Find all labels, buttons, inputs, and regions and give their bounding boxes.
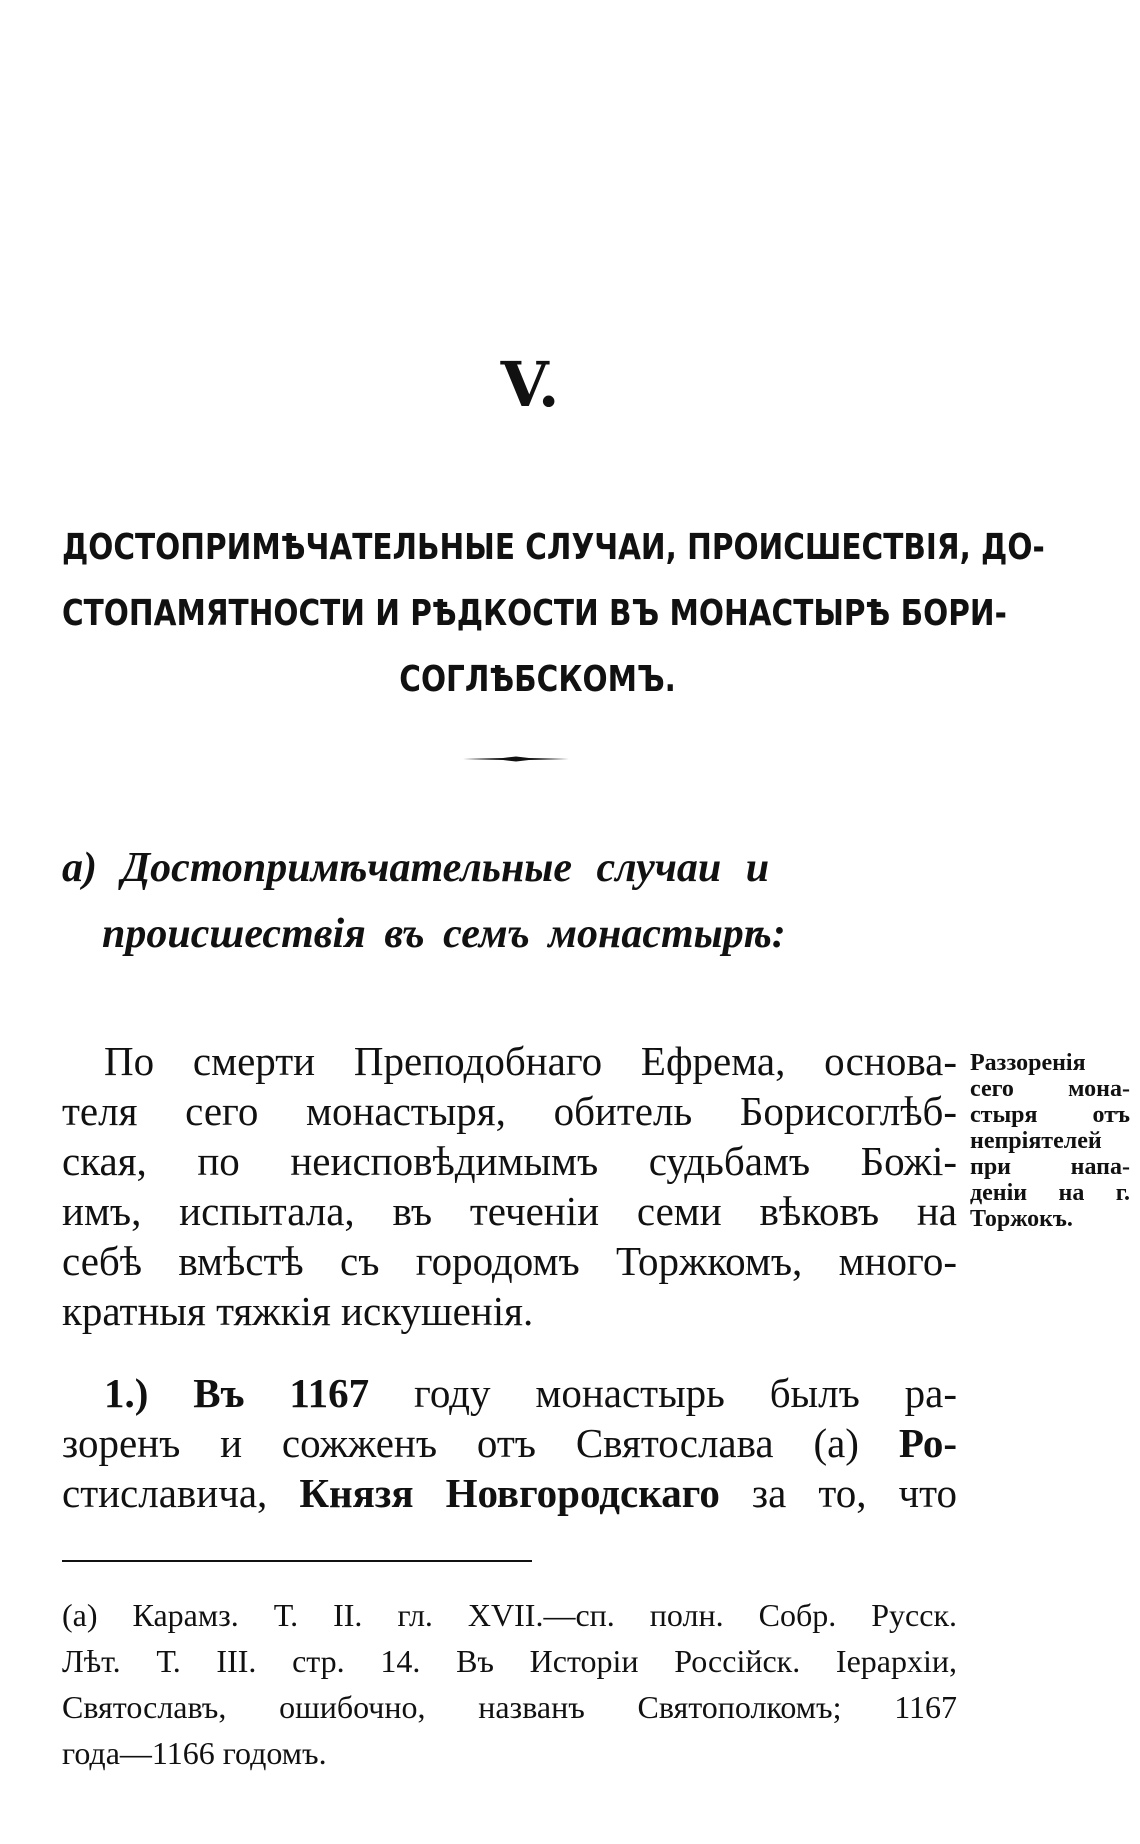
item-number: 1.) [104, 1370, 149, 1416]
text-fragment-bold: Ро- [898, 1420, 957, 1466]
section-heading-line: а) Достопримѣчательные случаи и [62, 845, 770, 891]
footnote-divider [62, 1560, 532, 1562]
text-line: кратныя тяжкія искушенія. [62, 1288, 534, 1334]
text-line [62, 1368, 957, 1418]
marginal-note-line: сего мона- [970, 1076, 1130, 1102]
text-fragment: году монастырь былъ ра- [414, 1370, 957, 1416]
chapter-title-line: СОГЛѢБСКОМЪ. [399, 659, 676, 700]
section-heading-line: происшествія въ семъ монастырѣ: [102, 911, 786, 957]
ornamental-rule [463, 756, 569, 762]
marginal-note [970, 1050, 1130, 1232]
text-line: себѣ вмѣстѣ съ городомъ Торжкомъ, много- [62, 1238, 957, 1284]
text-line: По смерти Преподобнаго Ефрема, основа- [104, 1038, 957, 1084]
year-prefix: Въ [193, 1370, 245, 1416]
footnote-line: Лѣт. Т. III. стр. 14. Въ Исторіи Россійск. Іерархіи, [62, 1643, 957, 1679]
chapter-title [62, 515, 1045, 713]
paragraph-1 [62, 1036, 957, 1336]
chapter-number: V. [500, 348, 560, 421]
text-fragment: за то, что [751, 1470, 957, 1516]
marginal-note-line: при напа- [970, 1154, 1130, 1180]
text-line: имъ, испытала, въ теченіи семи вѣковъ на [62, 1188, 957, 1234]
text-line: теля сего монастыря, обитель Борисоглѣб- [62, 1088, 957, 1134]
footnote [62, 1592, 957, 1776]
marginal-note-line: непріятелей [970, 1128, 1102, 1154]
chapter-title-line: ДОСТОПРИМѢЧАТЕЛЬНЫЕ СЛУЧАИ, ПРОИСШЕСТВІЯ, ДО- [62, 527, 1045, 568]
marginal-note-line: деніи на г. [970, 1180, 1130, 1206]
text-line: ская, по неисповѣдимымъ судьбамъ Божі- [62, 1138, 957, 1184]
section-heading [62, 835, 962, 967]
text-fragment: зоренъ и сожженъ отъ Святослава (а) [62, 1420, 859, 1466]
marginal-note-line: Раззоренія [970, 1050, 1086, 1076]
year: 1167 [289, 1370, 370, 1416]
marginal-note-line: стыря отъ [970, 1102, 1130, 1128]
footnote-line: Святославъ, ошибочно, названъ Святополкомъ; 1167 [62, 1689, 957, 1725]
chapter-title-line: СТОПАМЯТНОСТИ И РѢДКОСТИ ВЪ МОНАСТЫРѢ БОРИ- [62, 593, 1007, 634]
text-fragment-bold: Князя Новгородскаго [299, 1470, 720, 1516]
text-fragment: стиславича, [62, 1470, 268, 1516]
paragraph-2 [62, 1368, 957, 1518]
footnote-line: (а) Карамз. Т. II. гл. XVII.—сп. полн. Собр. Русск. [62, 1597, 957, 1633]
footnote-line: года—1166 годомъ. [62, 1735, 327, 1771]
marginal-note-line: Торжокъ. [970, 1206, 1073, 1232]
text-line [62, 1418, 957, 1468]
text-line [62, 1468, 957, 1518]
